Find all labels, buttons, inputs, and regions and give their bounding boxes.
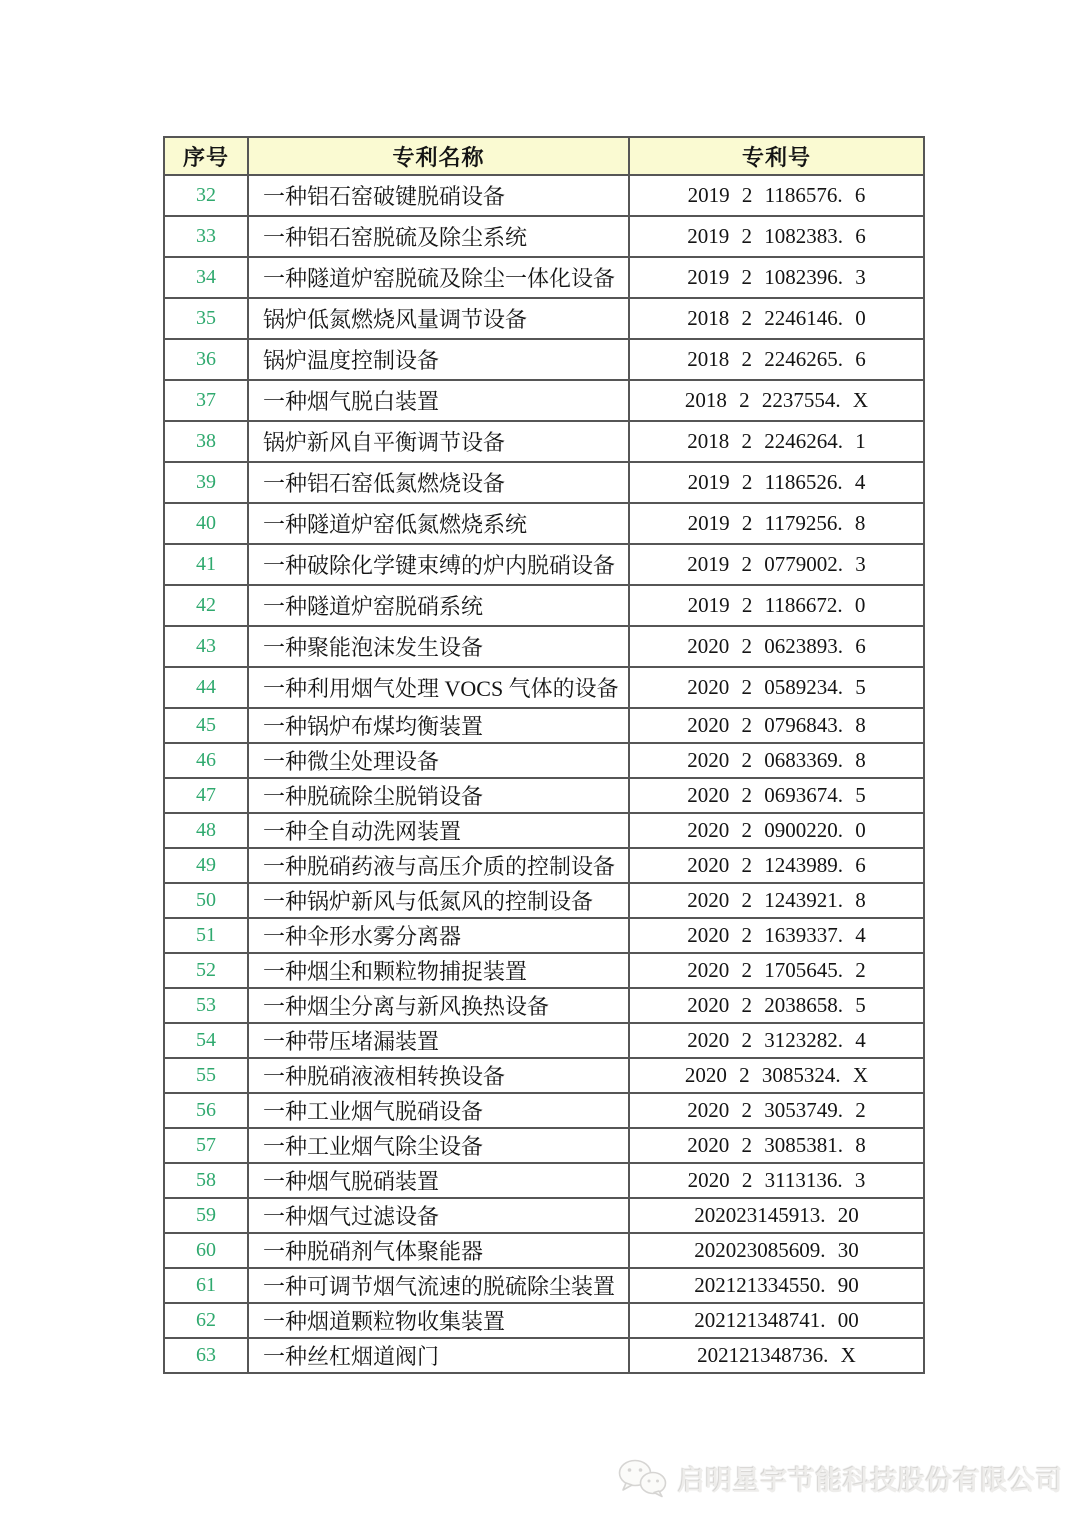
watermark: [616, 1454, 1063, 1502]
row-number: 61: [164, 1268, 248, 1303]
row-number: 36: [164, 339, 248, 380]
patent-name: 一种锅炉新风与低氮风的控制设备: [248, 883, 629, 918]
patent-name: 一种烟尘和颗粒物捕捉装置: [248, 953, 629, 988]
patent-number: 2020 2 3053749. 2: [629, 1093, 924, 1128]
patent-number: 2019 2 1186526. 4: [629, 462, 924, 503]
table-row: [164, 462, 924, 503]
row-number: 46: [164, 743, 248, 778]
table-row: [164, 1023, 924, 1058]
row-number: 48: [164, 813, 248, 848]
row-number: 45: [164, 708, 248, 743]
table-body: [164, 175, 924, 1373]
table-row: [164, 1233, 924, 1268]
row-number: 57: [164, 1128, 248, 1163]
row-number: 54: [164, 1023, 248, 1058]
patent-number: 2019 2 1186576. 6: [629, 175, 924, 216]
patent-name: 一种脱硝剂气体聚能器: [248, 1233, 629, 1268]
table-row: [164, 743, 924, 778]
table-row: [164, 175, 924, 216]
table-row: [164, 988, 924, 1023]
table-row: [164, 339, 924, 380]
patent-number: 2020 2 1639337. 4: [629, 918, 924, 953]
patent-name: 一种破除化学键束缚的炉内脱硝设备: [248, 544, 629, 585]
row-number: 58: [164, 1163, 248, 1198]
column-header-name: 专利名称: [248, 137, 629, 175]
table-row: [164, 883, 924, 918]
row-number: 38: [164, 421, 248, 462]
patent-name: 锅炉低氮燃烧风量调节设备: [248, 298, 629, 339]
table-row: [164, 626, 924, 667]
row-number: 52: [164, 953, 248, 988]
row-number: 55: [164, 1058, 248, 1093]
patent-number: 2019 2 0779002. 3: [629, 544, 924, 585]
table-row: [164, 1268, 924, 1303]
patent-name: 一种工业烟气除尘设备: [248, 1128, 629, 1163]
patent-name: 一种聚能泡沫发生设备: [248, 626, 629, 667]
patent-number: 2020 2 3123282. 4: [629, 1023, 924, 1058]
patent-number: 2020 2 0683369. 8: [629, 743, 924, 778]
row-number: 40: [164, 503, 248, 544]
table-row: [164, 1303, 924, 1338]
patent-number: 2020 2 0589234. 5: [629, 667, 924, 708]
patent-name: 一种铝石窑破键脱硝设备: [248, 175, 629, 216]
table-header: [164, 137, 924, 175]
watermark-company-name: 启明星宇节能科技股份有限公司: [678, 1465, 1063, 1496]
patent-number: 202023085609. 30: [629, 1233, 924, 1268]
patent-name: 一种全自动洗网装置: [248, 813, 629, 848]
table-row: [164, 1338, 924, 1373]
patent-number: 2018 2 2246265. 6: [629, 339, 924, 380]
table-row: [164, 918, 924, 953]
row-number: 33: [164, 216, 248, 257]
patent-name: 一种烟气脱白装置: [248, 380, 629, 421]
row-number: 47: [164, 778, 248, 813]
row-number: 50: [164, 883, 248, 918]
patent-number: 2020 2 3085381. 8: [629, 1128, 924, 1163]
patent-number: 2018 2 2246264. 1: [629, 421, 924, 462]
patent-number: 2020 2 0693674. 5: [629, 778, 924, 813]
patent-number: 2019 2 1082383. 6: [629, 216, 924, 257]
table-row: [164, 708, 924, 743]
patent-number: 2018 2 2246146. 0: [629, 298, 924, 339]
table-row: [164, 585, 924, 626]
table-row: [164, 1198, 924, 1233]
table-row: [164, 216, 924, 257]
table-row: [164, 257, 924, 298]
patent-number: 2019 2 1082396. 3: [629, 257, 924, 298]
patent-number: 202121334550. 90: [629, 1268, 924, 1303]
patent-name: 一种带压堵漏装置: [248, 1023, 629, 1058]
table-row: [164, 667, 924, 708]
row-number: 56: [164, 1093, 248, 1128]
row-number: 62: [164, 1303, 248, 1338]
patent-number: 2018 2 2237554. X: [629, 380, 924, 421]
row-number: 41: [164, 544, 248, 585]
patent-number: 2020 2 1243989. 6: [629, 848, 924, 883]
wechat-icon: [616, 1458, 668, 1498]
row-number: 44: [164, 667, 248, 708]
header-row: [164, 137, 924, 175]
patent-name: 一种丝杠烟道阀门: [248, 1338, 629, 1373]
patent-table: [163, 136, 925, 1374]
patent-number: 2019 2 1186672. 0: [629, 585, 924, 626]
patent-name: 锅炉温度控制设备: [248, 339, 629, 380]
patent-name: 锅炉新风自平衡调节设备: [248, 421, 629, 462]
row-number: 34: [164, 257, 248, 298]
patent-number: 2020 2 1705645. 2: [629, 953, 924, 988]
row-number: 32: [164, 175, 248, 216]
row-number: 53: [164, 988, 248, 1023]
patent-name: 一种隧道炉窑低氮燃烧系统: [248, 503, 629, 544]
patent-name: 一种铝石窑脱硫及除尘系统: [248, 216, 629, 257]
row-number: 60: [164, 1233, 248, 1268]
patent-number: 2020 2 0900220. 0: [629, 813, 924, 848]
row-number: 42: [164, 585, 248, 626]
column-header-number: 专利号: [629, 137, 924, 175]
row-number: 51: [164, 918, 248, 953]
row-number: 43: [164, 626, 248, 667]
patent-number: 202121348741. 00: [629, 1303, 924, 1338]
table-row: [164, 813, 924, 848]
patent-name: 一种隧道炉窑脱硫及除尘一体化设备: [248, 257, 629, 298]
patent-number: 2020 2 2038658. 5: [629, 988, 924, 1023]
patent-name: 一种微尘处理设备: [248, 743, 629, 778]
patent-name: 一种铝石窑低氮燃烧设备: [248, 462, 629, 503]
table-row: [164, 298, 924, 339]
table-row: [164, 848, 924, 883]
patent-number: 2020 2 3113136. 3: [629, 1163, 924, 1198]
row-number: 35: [164, 298, 248, 339]
patent-number: 2019 2 1179256. 8: [629, 503, 924, 544]
patent-name: 一种烟尘分离与新风换热设备: [248, 988, 629, 1023]
table-row: [164, 1128, 924, 1163]
table-row: [164, 544, 924, 585]
row-number: 63: [164, 1338, 248, 1373]
table-row: [164, 1058, 924, 1093]
patent-name: 一种烟道颗粒物收集装置: [248, 1303, 629, 1338]
patent-name: 一种烟气脱硝装置: [248, 1163, 629, 1198]
patent-name: 一种工业烟气脱硝设备: [248, 1093, 629, 1128]
table-row: [164, 380, 924, 421]
patent-number: 2020 2 1243921. 8: [629, 883, 924, 918]
row-number: 59: [164, 1198, 248, 1233]
row-number: 39: [164, 462, 248, 503]
patent-name: 一种脱硝液液相转换设备: [248, 1058, 629, 1093]
patent-number: 2020 2 0623893. 6: [629, 626, 924, 667]
patent-number: 202023145913. 20: [629, 1198, 924, 1233]
table-row: [164, 953, 924, 988]
patent-name: 一种利用烟气处理 VOCS 气体的设备: [248, 667, 629, 708]
patent-name: 一种烟气过滤设备: [248, 1198, 629, 1233]
patent-name: 一种脱硝药液与高压介质的控制设备: [248, 848, 629, 883]
row-number: 37: [164, 380, 248, 421]
patent-name: 一种隧道炉窑脱硝系统: [248, 585, 629, 626]
patent-name: 一种可调节烟气流速的脱硫除尘装置: [248, 1268, 629, 1303]
table-row: [164, 778, 924, 813]
patent-name: 一种伞形水雾分离器: [248, 918, 629, 953]
patent-number: 2020 2 3085324. X: [629, 1058, 924, 1093]
patent-number: 202121348736. X: [629, 1338, 924, 1373]
table-row: [164, 1093, 924, 1128]
table-row: [164, 503, 924, 544]
column-header-no: 序号: [164, 137, 248, 175]
patent-name: 一种锅炉布煤均衡装置: [248, 708, 629, 743]
table-row: [164, 421, 924, 462]
row-number: 49: [164, 848, 248, 883]
patent-number: 2020 2 0796843. 8: [629, 708, 924, 743]
table-row: [164, 1163, 924, 1198]
patent-name: 一种脱硫除尘脱销设备: [248, 778, 629, 813]
